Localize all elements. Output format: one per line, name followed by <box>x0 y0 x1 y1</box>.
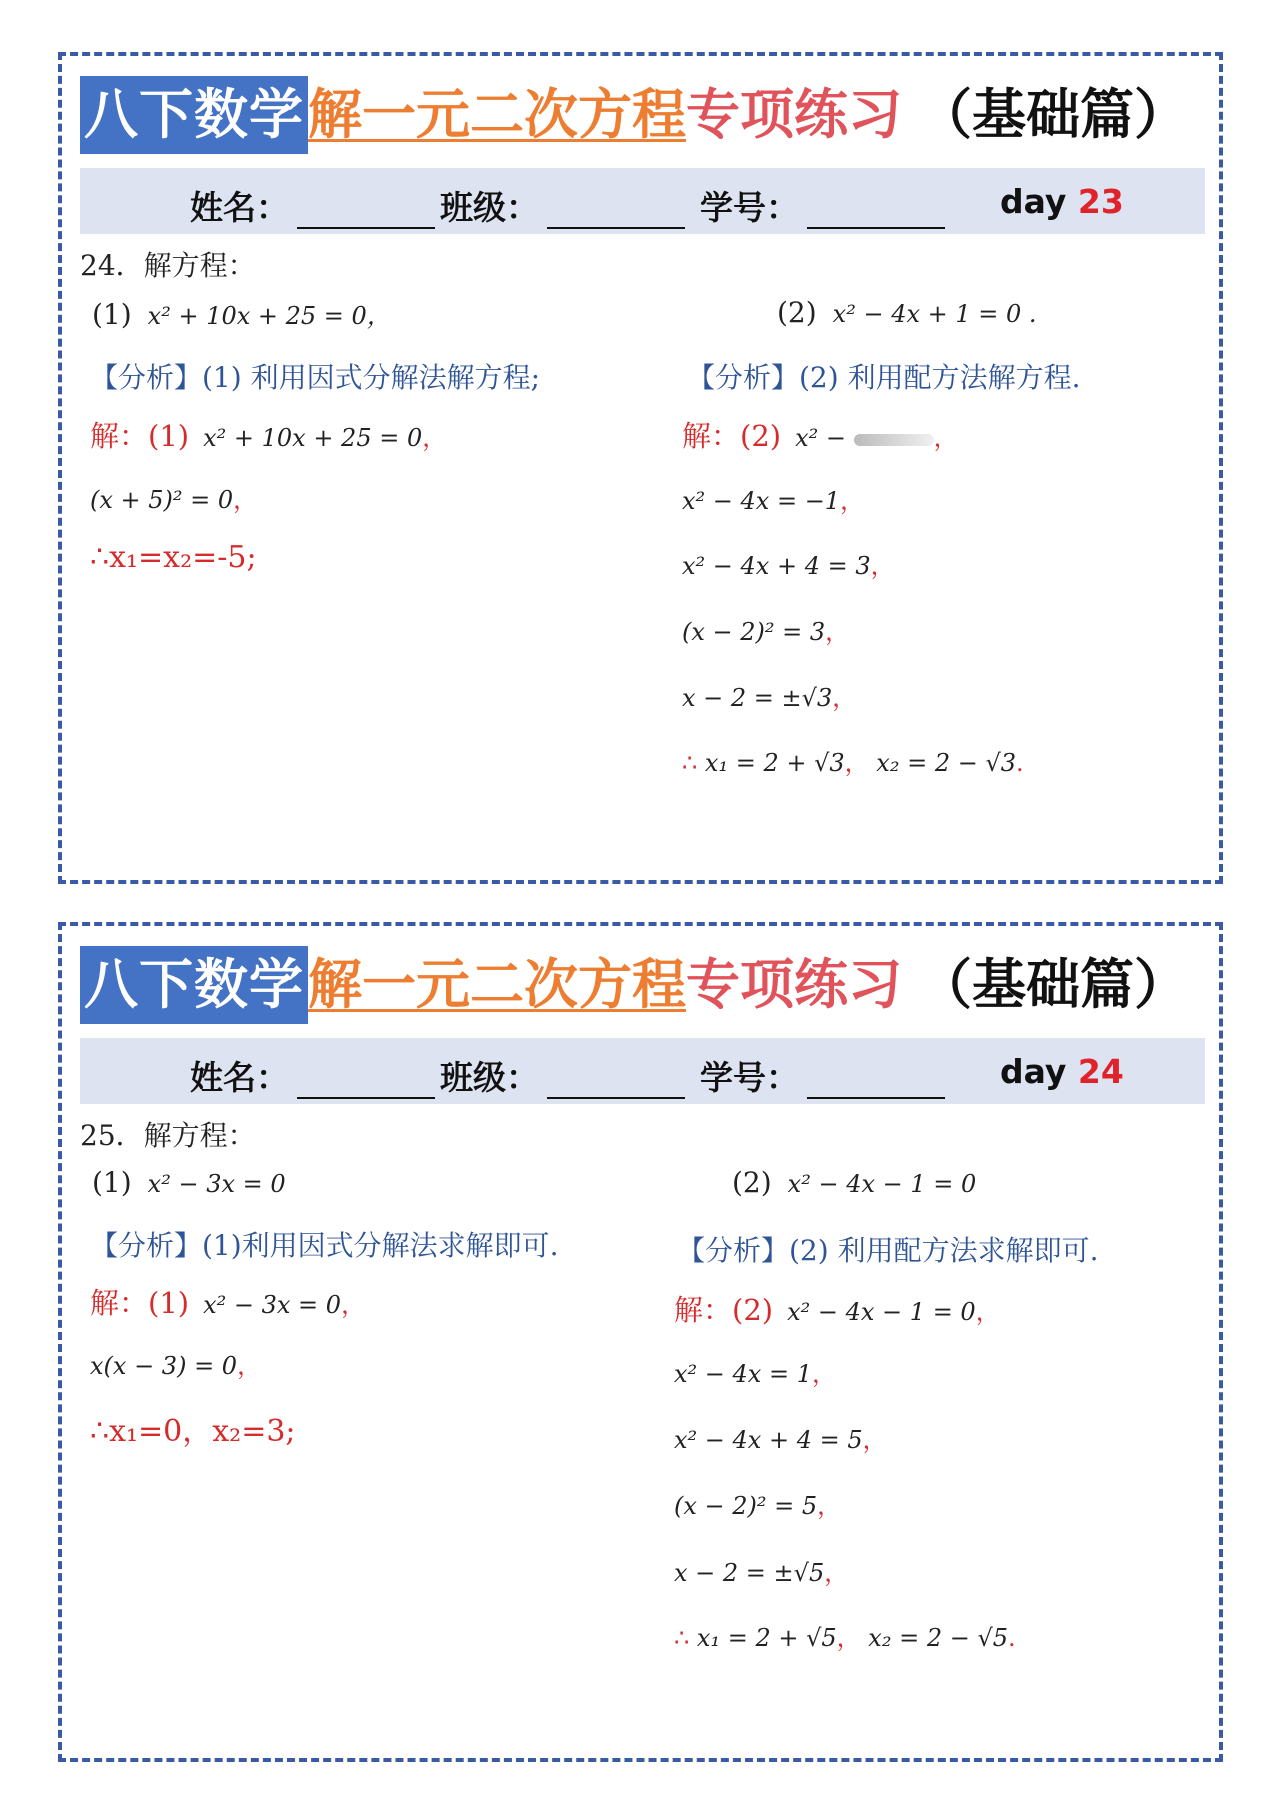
period: . <box>1016 749 1024 777</box>
comma: ， <box>422 424 447 452</box>
solution-2-label: 解：(2) <box>674 1293 774 1327</box>
analysis-part-1: 【分析】(1)利用因式分解法求解即可. <box>90 1229 559 1262</box>
solution-2-step <box>674 1553 848 1588</box>
name-blank[interactable] <box>297 197 435 229</box>
title-subject: 八下数学 <box>80 76 308 154</box>
solution-1-line: x² − 3x = 0 <box>203 1291 342 1319</box>
id-field[interactable] <box>700 182 945 229</box>
solution-2-start <box>674 1288 1000 1329</box>
student-info-bar <box>80 1038 1205 1104</box>
analysis-part-1: 【分析】(1) 利用因式分解法解方程; <box>90 361 540 394</box>
solution-2-step <box>674 1354 836 1389</box>
id-field[interactable] <box>700 1052 945 1099</box>
comma: ， <box>840 487 865 515</box>
id-blank[interactable] <box>807 1067 945 1099</box>
solution-2-conclusion <box>674 1618 1016 1653</box>
solution-2-line: x² − 4x + 4 = 3 <box>682 552 871 580</box>
solution-2-line: x² − 4x − 1 = 0 <box>787 1298 976 1326</box>
solution-1-label: 解：(1) <box>90 419 190 453</box>
solution-2-step <box>674 1420 887 1455</box>
worksheet-card-day23 <box>58 52 1223 884</box>
question-heading: 25．解方程： <box>80 1119 256 1152</box>
solution-1-line: x(x − 3) = 0 <box>90 1352 238 1380</box>
solution-1-conclusion: ∴x₁=0，x₂=3; <box>90 1414 296 1449</box>
worksheet-title <box>80 76 1188 154</box>
part-1-equation: x² − 3x = 0 <box>147 1170 286 1198</box>
solution-2-line: (x − 2)² = 5 <box>674 1492 818 1520</box>
solution-2-line: x² − 4x = 1 <box>674 1360 812 1388</box>
comma: ， <box>233 486 258 514</box>
part-1-equation: x² + 10x + 25 = 0， <box>147 302 391 330</box>
name-label: 姓名： <box>190 188 289 227</box>
question-part-1 <box>92 1166 286 1199</box>
solution-2-start <box>682 414 958 455</box>
day-number: 24 <box>1077 1052 1124 1091</box>
part-1-label: (1) <box>92 1166 132 1199</box>
comma: ， <box>811 1360 836 1388</box>
day-indicator <box>1000 182 1124 221</box>
name-blank[interactable] <box>297 1067 435 1099</box>
comma: ， <box>341 1291 366 1319</box>
title-practice: 专项练习 <box>686 953 902 1016</box>
solution-2-step <box>682 612 849 647</box>
class-label: 班级： <box>440 188 539 227</box>
solution-2-label: 解：(2) <box>682 419 782 453</box>
solution-2-step <box>682 678 856 713</box>
therefore-symbol: ∴ <box>682 749 698 777</box>
class-blank[interactable] <box>547 1067 685 1099</box>
solution-2-line: x² − <box>795 424 846 452</box>
class-field[interactable] <box>440 1052 685 1099</box>
solution-1-line: x² + 10x + 25 = 0 <box>203 424 423 452</box>
day-label: day <box>1000 1052 1067 1091</box>
title-practice: 专项练习 <box>686 83 902 146</box>
class-label: 班级： <box>440 1058 539 1097</box>
part-2-equation: x² − 4x + 1 = 0 . <box>832 300 1037 328</box>
name-field[interactable] <box>190 182 435 229</box>
part-1-label: (1) <box>92 298 132 331</box>
id-blank[interactable] <box>807 197 945 229</box>
question-part-2 <box>732 1166 976 1199</box>
question-part-2 <box>777 296 1037 329</box>
solution-2-line: x² − 4x + 4 = 5 <box>674 1426 863 1454</box>
period: . <box>1008 1624 1016 1652</box>
name-field[interactable] <box>190 1052 435 1099</box>
root-2: x₂ = 2 − √5 <box>868 1624 1009 1652</box>
title-level: （基础篇） <box>918 953 1188 1016</box>
comma: ， <box>870 552 895 580</box>
root-2: x₂ = 2 − √3 <box>876 749 1017 777</box>
name-label: 姓名： <box>190 1058 289 1097</box>
title-topic: 解一元二次方程 <box>308 83 686 146</box>
solution-2-line: x² − 4x = −1 <box>682 487 841 515</box>
solution-1-start <box>90 414 446 455</box>
solution-2-conclusion <box>682 743 1024 778</box>
comma: ， <box>844 749 869 777</box>
title-topic: 解一元二次方程 <box>308 953 686 1016</box>
day-indicator <box>1000 1052 1124 1091</box>
id-label: 学号： <box>700 1058 799 1097</box>
solution-2-line: x − 2 = ±√5 <box>674 1559 825 1587</box>
solution-1-line: (x + 5)² = 0 <box>90 486 234 514</box>
student-info-bar <box>80 168 1205 234</box>
question-heading: 24．解方程： <box>80 249 256 282</box>
part-2-label: (2) <box>732 1166 772 1199</box>
comma: ， <box>933 424 958 452</box>
solution-2-step <box>682 546 895 581</box>
root-1: x₁ = 2 + √3 <box>704 749 845 777</box>
therefore-symbol: ∴ <box>674 1624 690 1652</box>
title-subject: 八下数学 <box>80 946 308 1024</box>
solution-2-line: (x − 2)² = 3 <box>682 618 826 646</box>
part-2-label: (2) <box>777 296 817 329</box>
title-level: （基础篇） <box>918 83 1188 146</box>
id-label: 学号： <box>700 188 799 227</box>
obscured-text <box>854 434 934 446</box>
analysis-part-2: 【分析】(2) 利用配方法解方程. <box>687 361 1081 394</box>
worksheet-card-day24 <box>58 922 1223 1762</box>
comma: ， <box>975 1298 1000 1326</box>
comma: ， <box>825 618 850 646</box>
comma: ， <box>824 1559 849 1587</box>
part-2-equation: x² − 4x − 1 = 0 <box>787 1170 977 1198</box>
solution-1-start <box>90 1281 365 1322</box>
day-number: 23 <box>1077 182 1124 221</box>
comma: ， <box>237 1352 262 1380</box>
solution-2-step <box>674 1486 841 1521</box>
solution-1-step <box>90 1346 261 1381</box>
class-blank[interactable] <box>547 197 685 229</box>
solution-1-label: 解：(1) <box>90 1286 190 1320</box>
comma: ， <box>817 1492 842 1520</box>
worksheet-title <box>80 946 1188 1024</box>
root-1: x₁ = 2 + √5 <box>696 1624 837 1652</box>
question-part-1 <box>92 296 391 331</box>
comma: ， <box>836 1624 861 1652</box>
solution-1-step <box>90 480 257 515</box>
solution-2-step <box>682 481 864 516</box>
comma: ， <box>862 1426 887 1454</box>
solution-1-conclusion: ∴x₁=x₂=-5; <box>90 540 257 575</box>
analysis-part-2: 【分析】(2) 利用配方法求解即可. <box>677 1234 1099 1267</box>
solution-2-line: x − 2 = ±√3 <box>682 684 833 712</box>
comma: ， <box>832 684 857 712</box>
class-field[interactable] <box>440 182 685 229</box>
day-label: day <box>1000 182 1067 221</box>
